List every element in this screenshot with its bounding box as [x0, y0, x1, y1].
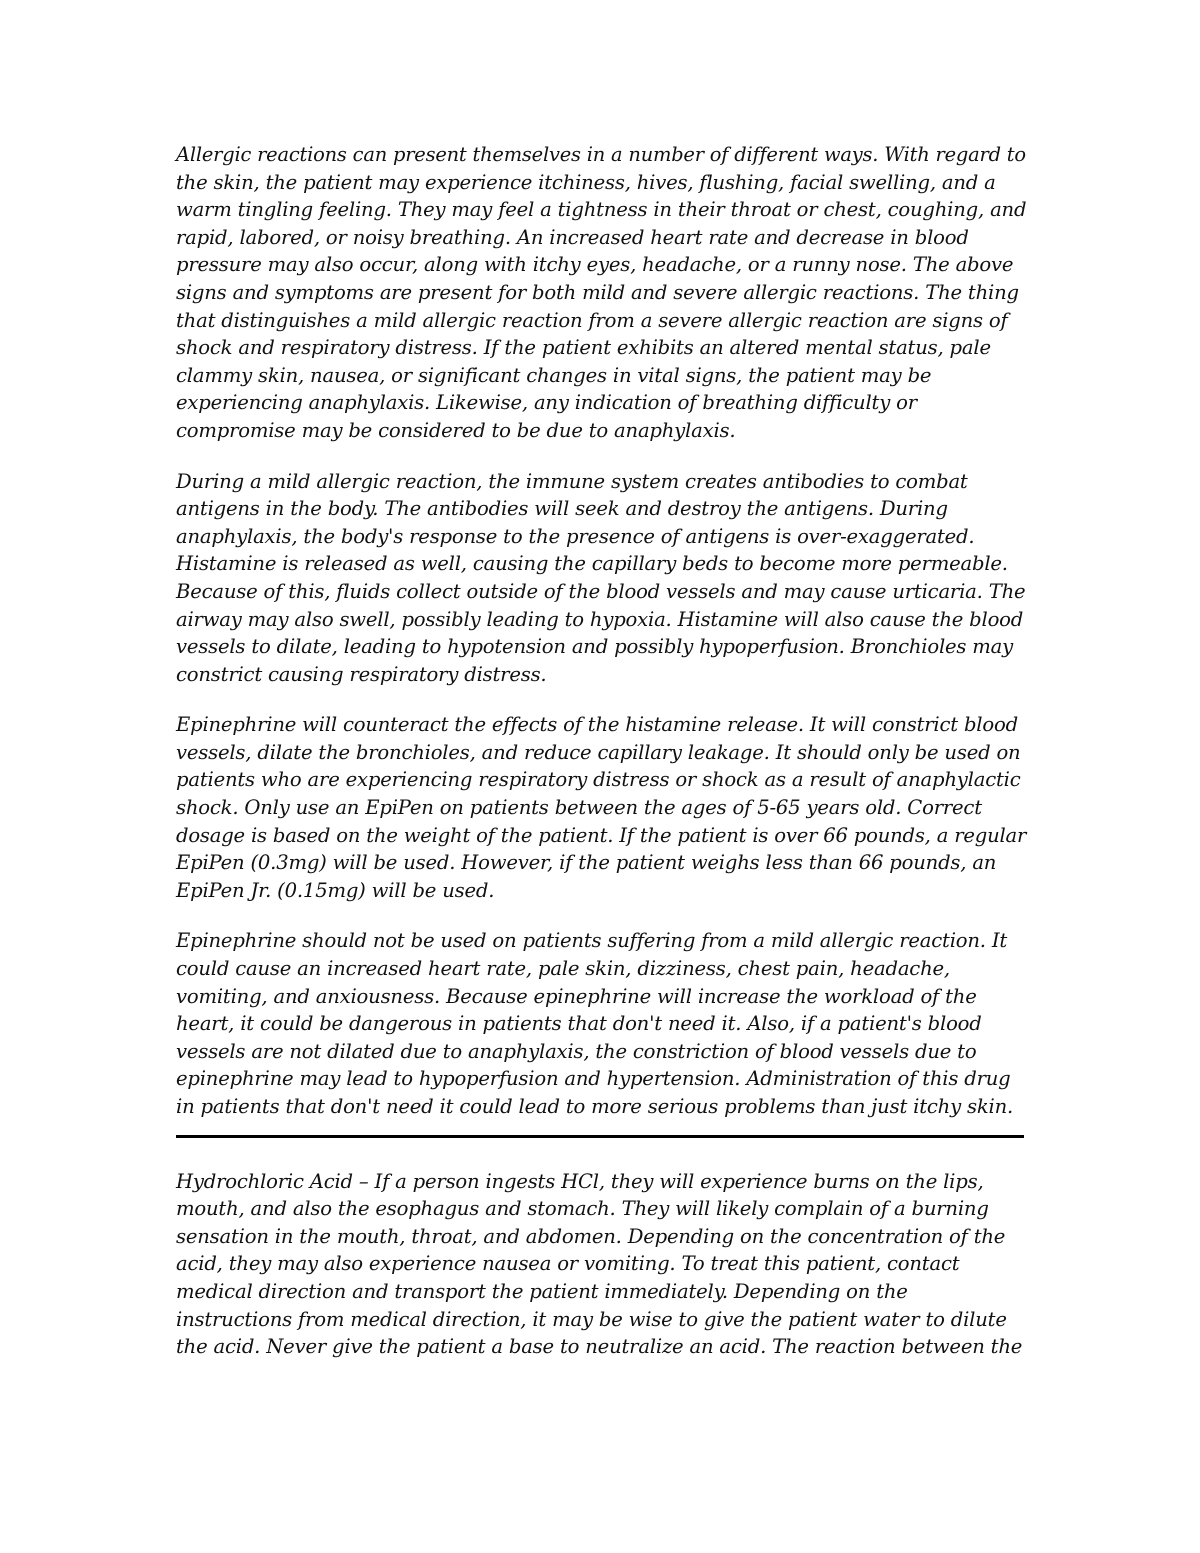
text-line: Allergic reactions can present themselves in a number of different ways. With regard to [176, 143, 1026, 166]
text-line: compromise may be considered to be due to anaphylaxis. [176, 418, 736, 442]
text-line: Epinephrine will counteract the effects of the histamine release. It will constrict blood [176, 713, 1018, 737]
text-line: the acid. Never give the patient a base to neutralize an acid. The reaction between the [176, 1335, 1023, 1359]
text-line: vomiting, and anxiousness. Because epinephrine will increase the workload of the [176, 984, 977, 1008]
text-line: During a mild allergic reaction, the immune system creates antibodies to combat [176, 469, 968, 493]
paragraph-mild-reaction [176, 468, 1026, 689]
text-line: rapid, labored, or noisy breathing. An increased heart rate and decrease in blood [176, 225, 969, 249]
text-line: warm tingling feeling. They may feel a tightness in their throat or chest, coughing, and [176, 198, 1027, 222]
text-line: experiencing anaphylaxis. Likewise, any indication of breathing difficulty or [176, 391, 917, 415]
text-line: could cause an increased heart rate, pale skin, dizziness, chest pain, headache, [176, 957, 950, 981]
text-line: Histamine is released as well, causing the capillary beds to become more permeable. [176, 552, 1008, 576]
text-line: instructions from medical direction, it may be wise to give the patient water to dilute [176, 1307, 1007, 1331]
text-line: signs and symptoms are present for both mild and severe allergic reactions. The thing [176, 280, 1019, 304]
text-line: the skin, the patient may experience itchiness, hives, flushing, facial swelling, and a [176, 170, 996, 194]
text-line: shock and respiratory distress. If the patient exhibits an altered mental status, pale [176, 336, 991, 360]
paragraph-epinephrine-risks [176, 927, 1026, 1120]
text-line: vessels are not dilated due to anaphylaxis, the constriction of blood vessels due to [176, 1039, 977, 1063]
text-line: medical direction and transport the patient immediately. Depending on the [176, 1279, 908, 1303]
text-line: antigens in the body. The antibodies will seek and destroy the antigens. During [176, 497, 948, 521]
text-line: vessels to dilate, leading to hypotension and possibly hypoperfusion. Bronchioles may [176, 635, 1014, 659]
text-line: shock. Only use an EpiPen on patients between the ages of 5-65 years old. Correct [176, 796, 982, 820]
document-page [176, 141, 1026, 1384]
text-line: constrict causing respiratory distress. [176, 662, 547, 686]
text-line: heart, it could be dangerous in patients that don't need it. Also, if a patient's blood [176, 1012, 982, 1036]
text-line: that distinguishes a mild allergic reaction from a severe allergic reaction are signs of [176, 308, 1008, 332]
text-line: pressure may also occur, along with itchy eyes, headache, or a runny nose. The above [176, 253, 1014, 277]
text-line: anaphylaxis, the body's response to the presence of antigens is over-exaggerated. [176, 524, 975, 548]
text-line: dosage is based on the weight of the patient. If the patient is over 66 pounds, a regular [176, 823, 1027, 847]
text-line: in patients that don't need it could lead to more serious problems than just itchy skin. [176, 1095, 1014, 1118]
text-line: epinephrine may lead to hypoperfusion and hypertension. Administration of this drug [176, 1067, 1011, 1091]
text-line: Hydrochloric Acid – If a person ingests HCl, they will experience burns on the lips, [176, 1169, 984, 1193]
paragraph-epinephrine-use [176, 711, 1026, 904]
horizontal-rule [176, 1135, 1024, 1138]
text-line: airway may also swell, possibly leading to hypoxia. Histamine will also cause the blood [176, 607, 1024, 631]
text-line: sensation in the mouth, throat, and abdomen. Depending on the concentration of the [176, 1224, 1006, 1248]
text-line: Because of this, fluids collect outside of the blood vessels and may cause urticaria. The [176, 579, 1026, 603]
text-line: acid, they may also experience nausea or vomiting. To treat this patient, contact [176, 1252, 960, 1276]
text-line: mouth, and also the esophagus and stomach. They will likely complain of a burning [176, 1197, 989, 1221]
text-line: vessels, dilate the bronchioles, and reduce capillary leakage. It should only be used on [176, 740, 1021, 764]
paragraph-hydrochloric-acid [176, 1168, 1026, 1361]
text-line: clammy skin, nausea, or significant changes in vital signs, the patient may be [176, 363, 932, 387]
text-line: Epinephrine should not be used on patients suffering from a mild allergic reaction. It [176, 929, 1008, 953]
text-line: EpiPen Jr. (0.15mg) will be used. [176, 878, 495, 902]
paragraph-allergic-reactions [176, 141, 1026, 445]
text-line: EpiPen (0.3mg) will be used. However, if the patient weighs less than 66 pounds, an [176, 851, 997, 875]
text-line: patients who are experiencing respiratory distress or shock as a result of anaphylactic [176, 768, 1021, 792]
